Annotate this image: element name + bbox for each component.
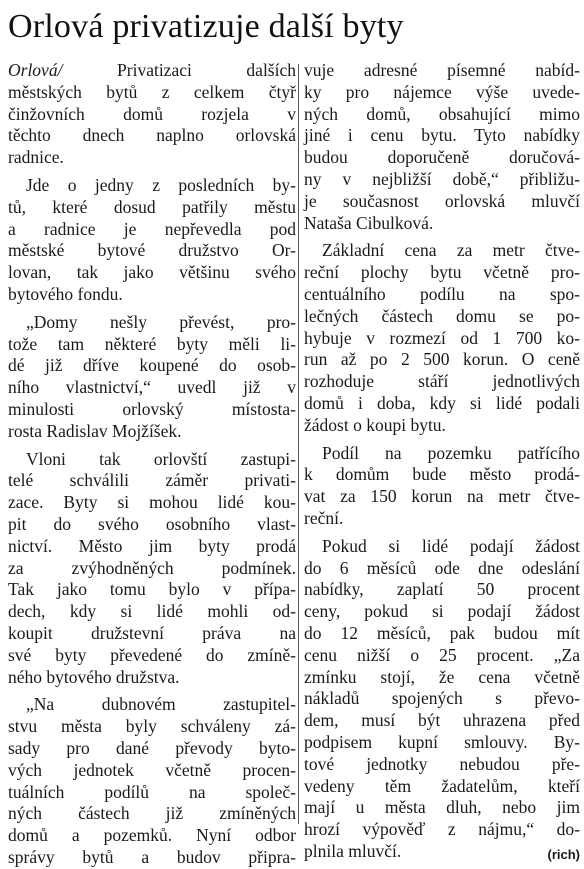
text-line — [304, 486, 580, 508]
text-line — [8, 492, 296, 514]
text-line — [8, 847, 296, 869]
line-text: Jde o jedny z posledních by- — [26, 174, 296, 195]
text-line — [8, 421, 296, 443]
text-line — [8, 803, 296, 825]
text-line — [304, 191, 580, 213]
line-text: tuálních podílů na společ- — [8, 781, 296, 802]
text-line — [8, 262, 296, 284]
text-line — [8, 470, 296, 492]
text-line — [304, 667, 580, 689]
text-line — [304, 284, 580, 306]
text-line — [8, 355, 296, 377]
line-text: telé schválili záměr privati- — [8, 470, 296, 491]
author-signature: (rich) — [547, 846, 580, 862]
line-text: za zvýhodněných podmínek. — [8, 557, 296, 578]
line-text: ných částech již zmíněných — [8, 803, 296, 824]
text-line — [304, 125, 580, 147]
text-line — [304, 558, 580, 580]
line-text: koupit družstevní práva na — [8, 622, 296, 643]
line-text: ného bytového družstva. — [8, 666, 180, 687]
text-line — [8, 449, 296, 471]
text-line — [304, 169, 580, 191]
text-line — [8, 104, 296, 126]
text-line — [8, 219, 296, 241]
text-line — [304, 536, 580, 558]
line-text: zmínku stojí, že cena včetně — [304, 666, 580, 687]
line-text: městské bytové družstvo Or- — [8, 240, 296, 261]
line-text: vých jednotek včetně procen- — [8, 759, 296, 780]
line-text: ných domů, obsahující mimo — [304, 103, 580, 124]
line-text: těchto dnech naplno orlovská — [8, 125, 296, 146]
text-line — [304, 797, 580, 819]
line-text: pit do svého osobního vlast- — [8, 513, 296, 534]
text-line — [8, 645, 296, 667]
text-line — [304, 776, 580, 798]
line-text: domů a pozemků. Nyní odbor — [8, 825, 296, 846]
column-divider — [298, 64, 299, 824]
text-line — [304, 819, 580, 841]
left-column — [8, 60, 296, 869]
line-text: „Na dubnovém zastupitel- — [26, 694, 296, 715]
text-line — [8, 147, 296, 169]
text-line — [8, 399, 296, 421]
text-line — [8, 623, 296, 645]
text-line — [304, 306, 580, 328]
line-text: centuálního podílu na spo- — [304, 283, 580, 304]
text-line — [304, 464, 580, 486]
line-text: žádost o koupi bytu. — [304, 414, 446, 435]
text-line — [304, 732, 580, 754]
text-line — [304, 104, 580, 126]
line-text: do 6 měsíců ode dne odeslání — [304, 557, 580, 578]
line-text: hybuje v rozmezí od 1 700 ko- — [304, 327, 580, 348]
line-text: tů, které dosud patřily městu — [8, 196, 296, 217]
line-text: cenu nižší o 25 procent. „Za — [304, 644, 580, 665]
text-line — [8, 579, 296, 601]
line-text: radnice. — [8, 147, 64, 168]
text-line — [304, 754, 580, 776]
text-line — [8, 82, 296, 104]
text-line — [8, 601, 296, 623]
dateline: Orlová/ — [8, 60, 63, 80]
text-line — [8, 536, 296, 558]
line-text: do 12 měsíců, pak budou mít — [304, 622, 580, 643]
text-line — [304, 579, 580, 601]
line-text: Vloni tak orlovští zastupi- — [26, 448, 296, 469]
text-line — [8, 738, 296, 760]
line-text: sady pro dané převody byto- — [8, 737, 296, 758]
text-line — [8, 197, 296, 219]
headline: Orlová privatizuje další byty — [8, 8, 404, 45]
text-line — [8, 825, 296, 847]
line-text: a radnice je nepřevedla pod — [8, 218, 296, 239]
line-text: ceny, pokud si podají žádost — [304, 601, 580, 622]
text-line — [304, 328, 580, 350]
text-line — [304, 601, 580, 623]
line-text: zace. Byty si mohou lidé kou- — [8, 492, 296, 513]
text-line — [8, 60, 296, 82]
line-text: ního vlastnictví,“ uvedl již v — [8, 377, 296, 398]
text-line — [8, 558, 296, 580]
line-text: městských bytů z celkem čtyř — [8, 81, 296, 102]
text-line — [304, 262, 580, 284]
line-text: své byty převedené do zmíně- — [8, 644, 296, 665]
line-text: hrozí výpověď z nájmu,“ do- — [304, 819, 580, 840]
line-text: nákladů spojených s převo- — [304, 688, 580, 709]
line-text: rozhoduje stáří jednotlivých — [304, 371, 580, 392]
line-text: Privatizaci dalších — [62, 60, 296, 80]
line-text: plnila mluvčí. — [304, 840, 402, 861]
line-text: tože tam některé byty měli li- — [8, 333, 296, 354]
line-text: k domům bude město prodá- — [304, 464, 580, 485]
line-text: Tak jako tomu bylo v přípa- — [8, 579, 296, 600]
text-line — [304, 841, 580, 863]
text-line — [8, 284, 296, 306]
line-text: vuje adresné písemné nabíd- — [304, 60, 580, 80]
line-text: Nataša Cibulková. — [304, 212, 434, 233]
text-line — [8, 716, 296, 738]
line-text: lovan, tak jako většinu svého — [8, 262, 296, 283]
text-line — [304, 415, 580, 437]
text-line — [304, 82, 580, 104]
line-text: podpisem kupní smlouvy. By- — [304, 731, 580, 752]
text-line — [8, 312, 296, 334]
line-text: rosta Radislav Mojžíšek. — [8, 420, 182, 441]
text-line — [304, 645, 580, 667]
text-line — [8, 175, 296, 197]
text-line — [304, 443, 580, 465]
text-line — [304, 371, 580, 393]
text-line — [8, 782, 296, 804]
line-text: budou doporučeně doručová- — [304, 147, 580, 168]
text-line — [304, 147, 580, 169]
text-line — [8, 377, 296, 399]
text-line — [8, 125, 296, 147]
text-line — [304, 623, 580, 645]
text-line — [304, 688, 580, 710]
text-line — [304, 240, 580, 262]
line-text: bytového fondu. — [8, 283, 123, 304]
line-text: stvu města byly schváleny zá- — [8, 716, 296, 737]
line-text: ky pro nájemce výše uvede- — [304, 81, 580, 102]
text-line — [8, 334, 296, 356]
line-text: dem, musí být uhrazena před — [304, 710, 580, 731]
line-text: reční plochy bytu včetně pro- — [304, 262, 580, 283]
text-line — [8, 760, 296, 782]
line-text: Základní cena za metr čtve- — [322, 240, 580, 261]
text-line — [8, 667, 296, 689]
right-column — [304, 60, 580, 866]
line-text: domů i doba, kdy si lidé podali — [304, 392, 580, 413]
line-text: Pokud si lidé podají žádost — [322, 535, 580, 556]
line-text: „Domy nešly převést, pro- — [26, 311, 296, 332]
line-text: vat za 150 korun na metr čtve- — [304, 486, 580, 507]
line-text: mají u města dluh, nebo jim — [304, 797, 580, 818]
line-text: dech, kdy si lidé mohli od- — [8, 601, 296, 622]
line-text: správy bytů a budov připra- — [8, 846, 296, 867]
text-line — [304, 508, 580, 530]
line-text: je současnost orlovská mluvčí — [304, 190, 580, 211]
line-text: nictví. Město jim byty prodá — [8, 535, 296, 556]
text-line — [8, 694, 296, 716]
text-line — [304, 349, 580, 371]
line-text: lečných částech domu se po- — [304, 305, 580, 326]
line-text: vedeny těm žadatelům, kteří — [304, 775, 580, 796]
line-text: nabídky, zaplatí 50 procent — [304, 579, 580, 600]
line-text: ny v nejbližší době,“ přibližu- — [304, 168, 580, 189]
line-text: tové jednotky nebudou pře- — [304, 753, 580, 774]
text-line — [8, 240, 296, 262]
line-text: dé již dříve koupené do osob- — [8, 355, 296, 376]
text-line — [304, 710, 580, 732]
line-text: jiné i cenu bytu. Tyto nabídky — [304, 125, 580, 146]
text-line — [304, 213, 580, 235]
line-text: Podíl na pozemku patřícího — [322, 442, 580, 463]
text-line — [304, 60, 580, 82]
line-text: run až po 2 500 korun. O ceně — [304, 349, 580, 370]
line-text: činžovních domů rozjela v — [8, 103, 296, 124]
line-text: reční. — [304, 507, 344, 528]
text-line — [304, 393, 580, 415]
text-line — [8, 514, 296, 536]
line-text: minulosti orlovský místosta- — [8, 398, 296, 419]
